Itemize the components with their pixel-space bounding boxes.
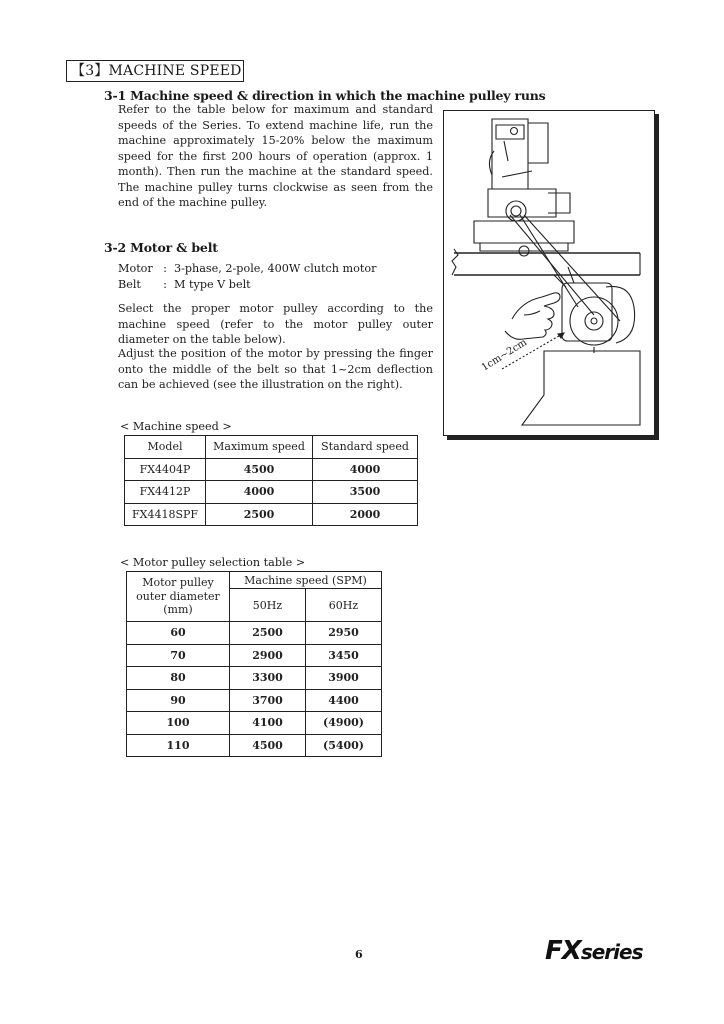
max-speed-cell: 4500: [206, 458, 313, 481]
paragraph-3-2-adjust: Adjust the position of the motor by pressing the finger onto the middle of the belt so that 1~2cm deflection can be achieved (see the illustration on the right).: [118, 347, 433, 391]
header-standard-speed: Standard speed: [313, 436, 418, 459]
colon: :: [163, 262, 167, 275]
speed-60hz-cell: (5400): [306, 734, 382, 757]
page-number: 6: [355, 948, 363, 961]
table-row: [127, 622, 382, 645]
model-cell: FX4412P: [125, 481, 206, 504]
motor-pulley-table: [126, 571, 382, 757]
diameter-cell: 90: [127, 689, 230, 712]
diameter-cell: 80: [127, 667, 230, 690]
table-header-row: [125, 436, 418, 459]
speed-60hz-cell: 2950: [306, 622, 382, 645]
colon: :: [163, 277, 167, 291]
table-row: [127, 689, 382, 712]
belt-row: [118, 277, 376, 293]
brand-series: series: [580, 940, 643, 964]
model-cell: FX4418SPF: [125, 503, 206, 526]
diameter-cell: 60: [127, 622, 230, 645]
speed-50hz-cell: 3700: [230, 689, 306, 712]
speed-60hz-cell: 4400: [306, 689, 382, 712]
table-row: [125, 458, 418, 481]
diameter-cell: 70: [127, 644, 230, 667]
speed-50hz-cell: 4500: [230, 734, 306, 757]
std-speed-cell: 4000: [313, 458, 418, 481]
std-speed-cell: 2000: [313, 503, 418, 526]
belt-label: Belt: [118, 277, 141, 291]
machine-drawing: [444, 111, 654, 435]
table-row: [127, 712, 382, 735]
table-row: [125, 503, 418, 526]
model-cell: FX4404P: [125, 458, 206, 481]
table-row: [125, 481, 418, 504]
max-speed-cell: 4000: [206, 481, 313, 504]
motor-value: 3-phase, 2-pole, 400W clutch motor: [174, 262, 377, 275]
header-machine-speed: Machine speed (SPM): [230, 572, 382, 589]
brand-fx: FX: [545, 936, 581, 966]
pulley-table-caption: < Motor pulley selection table >: [120, 556, 306, 569]
heading-3-1: 3-1 Machine speed & direction in which the machine pulley runs: [104, 88, 546, 103]
motor-row: [118, 261, 376, 277]
speed-50hz-cell: 2500: [230, 622, 306, 645]
speed-60hz-cell: 3900: [306, 667, 382, 690]
speed-50hz-cell: 4100: [230, 712, 306, 735]
header-60hz: 60Hz: [306, 589, 382, 622]
header-pulley-diameter: Motor pulley outer diameter (mm): [127, 572, 230, 622]
deflection-label: 1cm~2cm: [479, 337, 530, 374]
brand-logo: [545, 936, 642, 966]
diameter-cell: 110: [127, 734, 230, 757]
speed-50hz-cell: 2900: [230, 644, 306, 667]
heading-3-2: 3-2 Motor & belt: [104, 240, 218, 255]
machine-speed-table: [124, 435, 418, 526]
speed-60hz-cell: 3450: [306, 644, 382, 667]
table-row: [127, 667, 382, 690]
motor-label: Motor: [118, 262, 153, 275]
header-50hz: 50Hz: [230, 589, 306, 622]
header-model: Model: [125, 436, 206, 459]
table-row: [127, 644, 382, 667]
motor-belt-spec: [118, 261, 376, 292]
std-speed-cell: 3500: [313, 481, 418, 504]
section-title: 【3】MACHINE SPEED: [66, 60, 244, 82]
motor-belt-illustration: [443, 110, 655, 436]
speed-60hz-cell: (4900): [306, 712, 382, 735]
paragraph-3-2-pulley: Select the proper motor pulley according to the machine speed (refer to the motor pulley outer diameter on the table below).: [118, 302, 433, 346]
table-header-row: [127, 572, 382, 589]
diameter-cell: 100: [127, 712, 230, 735]
speed-50hz-cell: 3300: [230, 667, 306, 690]
machine-speed-caption: < Machine speed >: [120, 420, 232, 433]
header-maximum-speed: Maximum speed: [206, 436, 313, 459]
paragraph-3-1: Refer to the table below for maximum and standard speeds of the Series. To extend machine life, run the machine approximately 15-20% below the maximum speed for the first 200 hours of operation (approx. 1 month). Then run the machine at the standard speed. The machine pulley turns clockwise as seen from the end of the machine pulley.: [118, 103, 433, 209]
table-row: [127, 734, 382, 757]
max-speed-cell: 2500: [206, 503, 313, 526]
belt-value: M type V belt: [174, 277, 251, 291]
